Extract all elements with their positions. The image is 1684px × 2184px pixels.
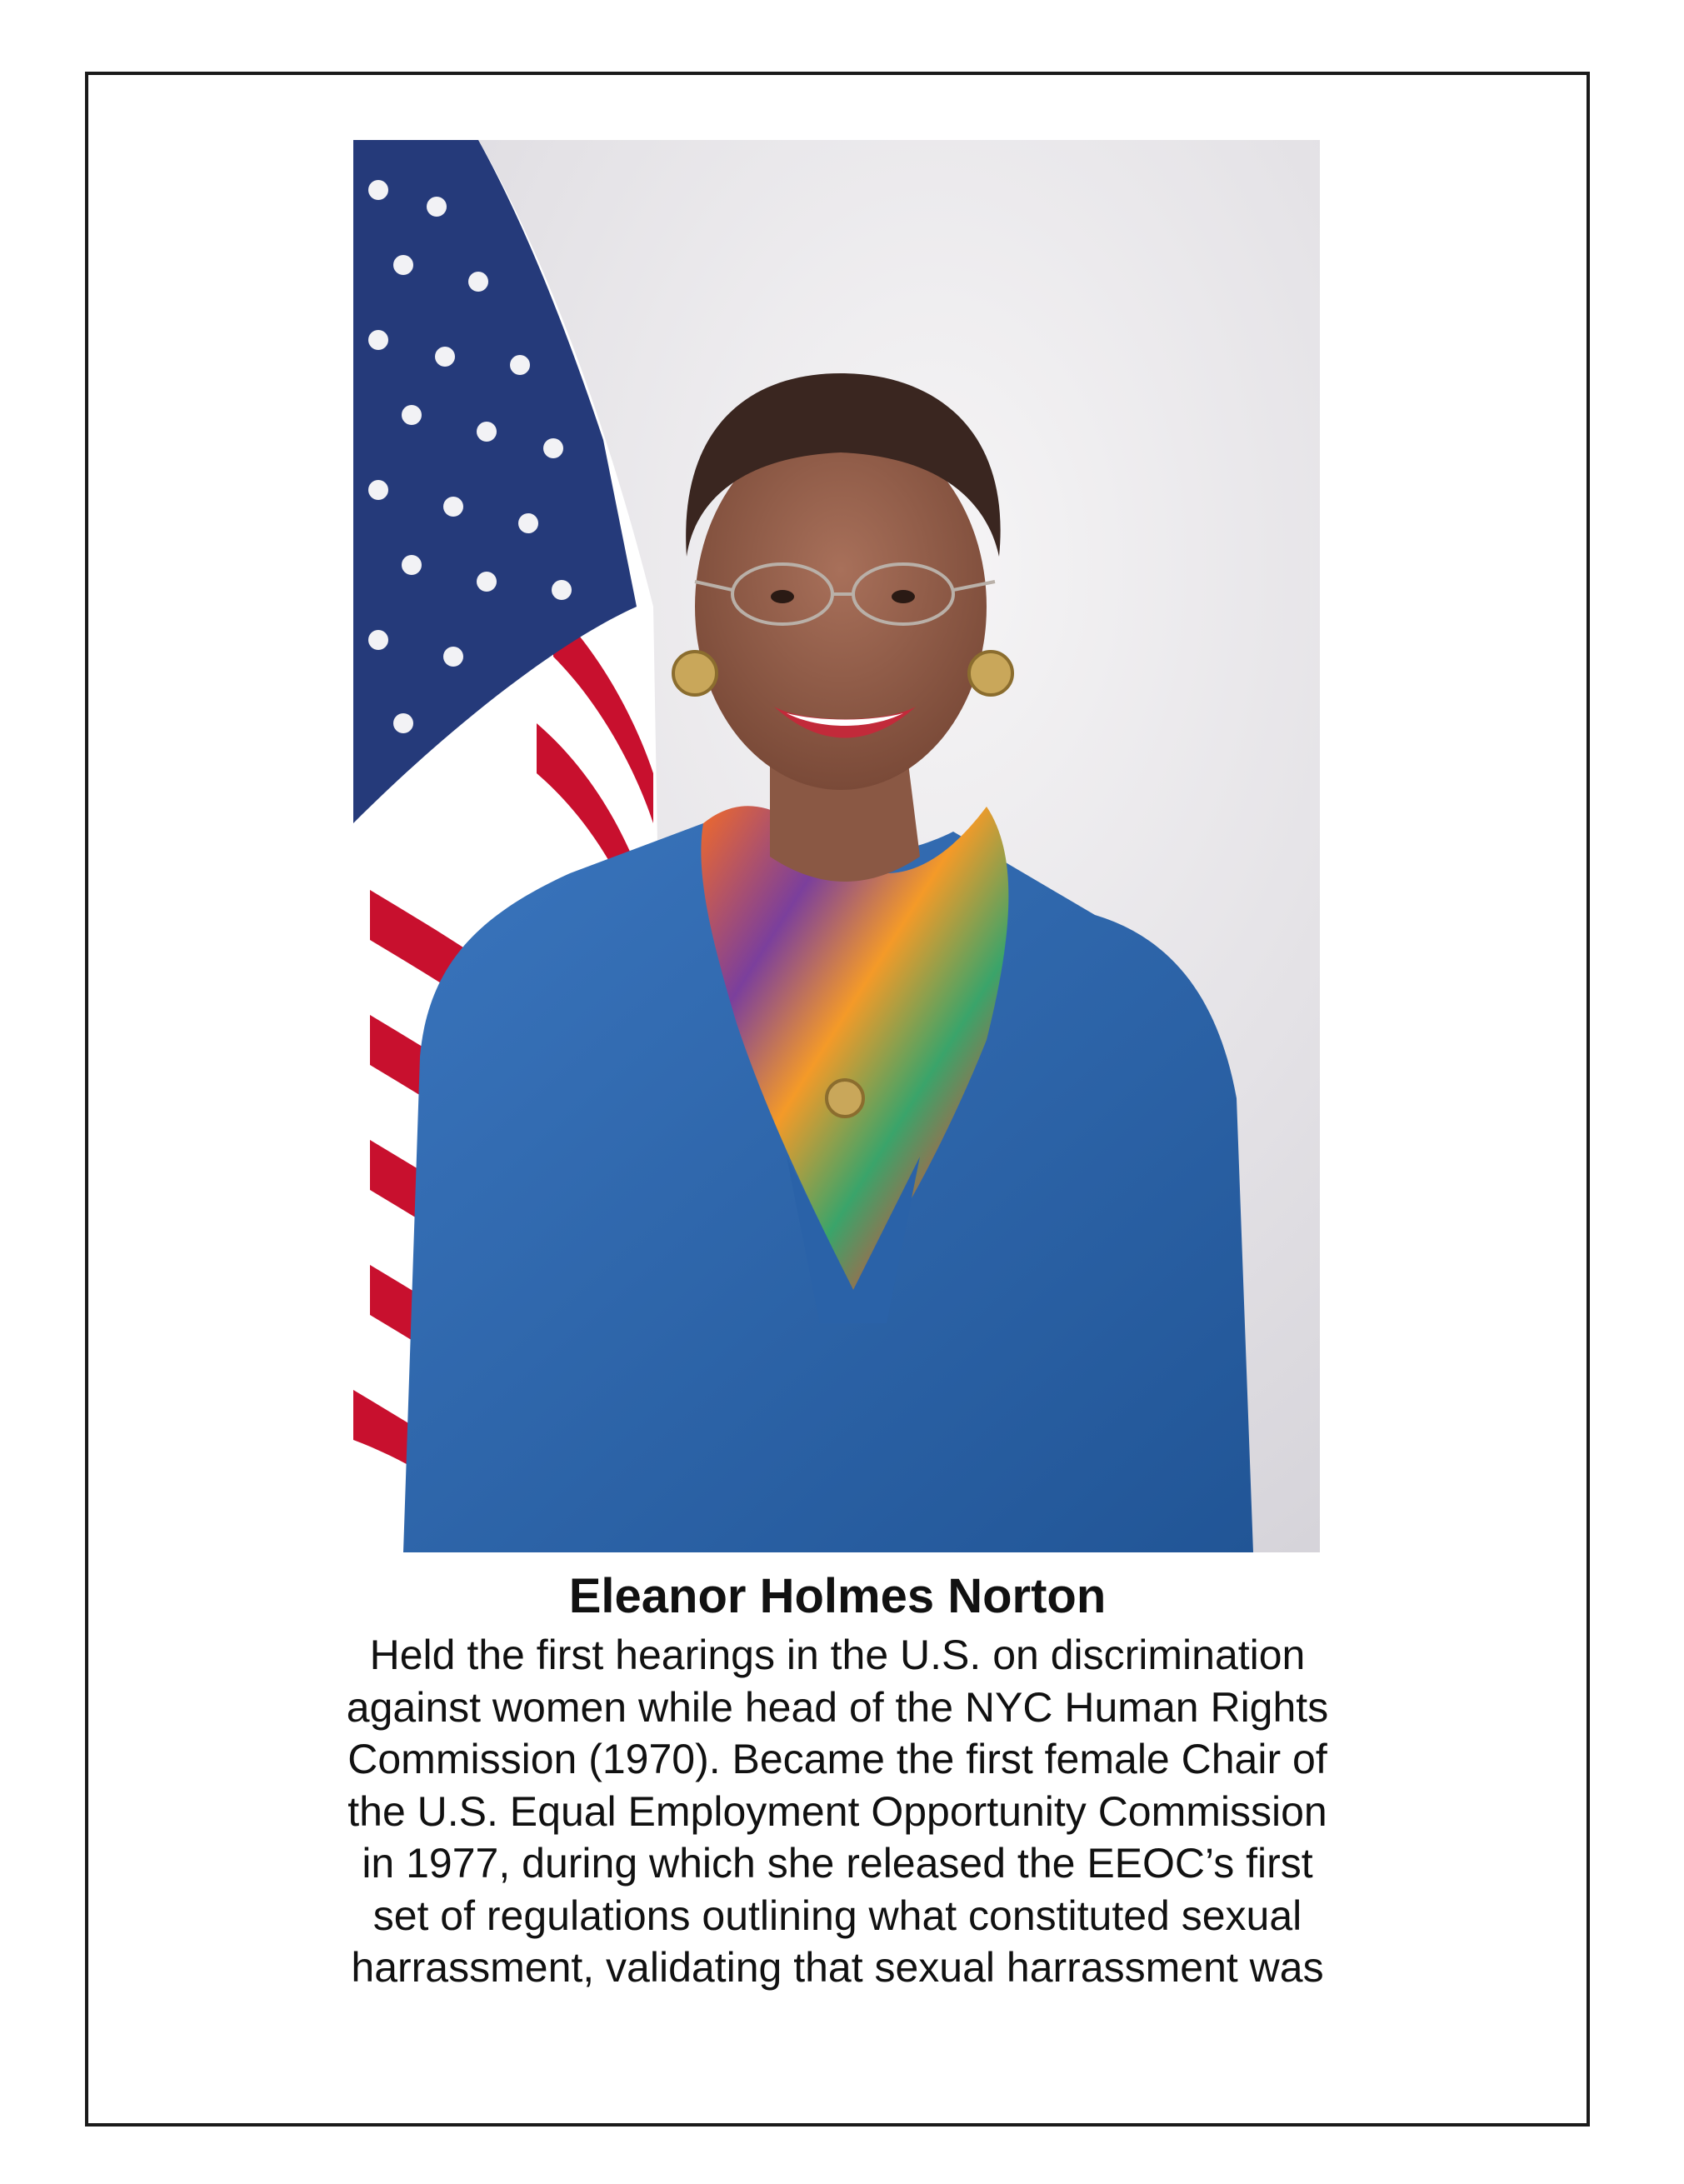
bio-line: set of regulations outlining what constituted sexual bbox=[372, 1892, 1302, 1939]
bio-line: harrassment, validating that sexual harrassment was bbox=[351, 1944, 1324, 1991]
earring-right bbox=[969, 652, 1012, 695]
bio-line: in 1977, during which she released the EEOC’s first bbox=[362, 1840, 1313, 1887]
bio-line: Commission (1970). Became the first female Chair of bbox=[347, 1736, 1327, 1782]
bio-line: against women while head of the NYC Human Rights bbox=[346, 1683, 1329, 1731]
earring-left bbox=[673, 652, 717, 695]
bio-line: the U.S. Equal Employment Opportunity Commission bbox=[347, 1787, 1327, 1835]
pendant bbox=[827, 1080, 863, 1117]
person-name: Eleanor Holmes Norton bbox=[568, 1569, 1107, 1623]
bio-paragraph bbox=[85, 1629, 1590, 1994]
bio-line: Held the first hearings in the U.S. on discrimination bbox=[369, 1632, 1306, 1678]
portrait-photo bbox=[353, 140, 1320, 1552]
